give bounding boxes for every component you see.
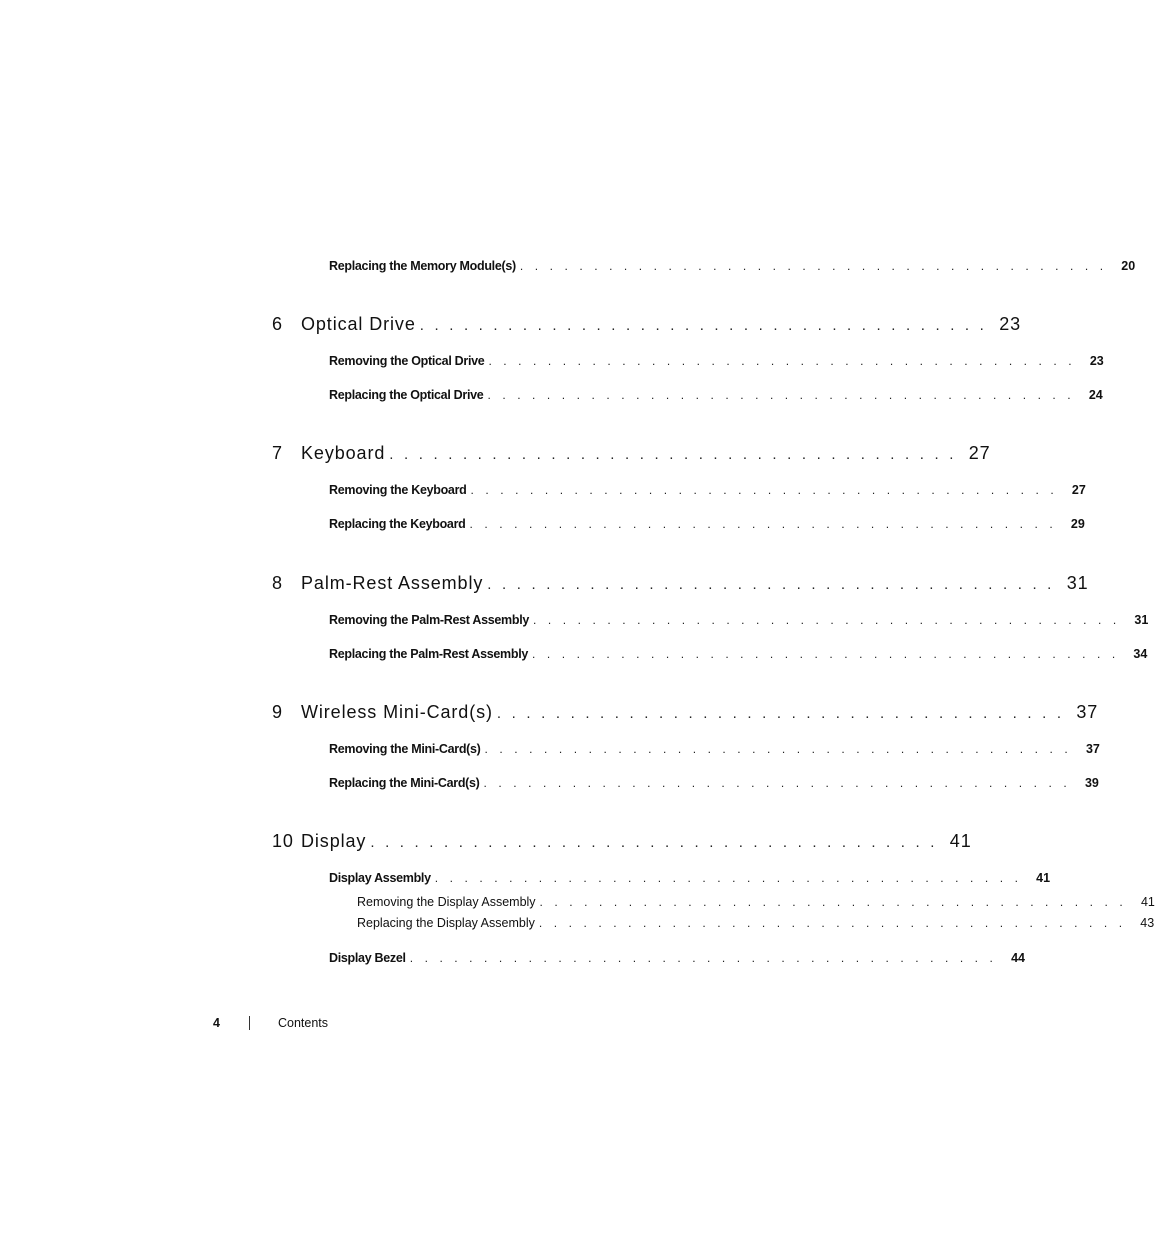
chapter-page: 41 <box>949 831 972 851</box>
toc-entry-page: 43 <box>1140 916 1155 930</box>
chapter-page: 27 <box>968 443 991 463</box>
toc-entry-page: 34 <box>1133 647 1148 661</box>
toc-entry-title: Removing the Palm-Rest Assembly <box>329 613 530 627</box>
toc-entry-removing-palm-rest[interactable] <box>329 613 1149 631</box>
toc-entry-page: 29 <box>1070 517 1085 531</box>
chapter-number: 7 <box>272 443 283 463</box>
page-footer <box>213 1016 328 1030</box>
footer-section-label: Contents <box>278 1016 329 1030</box>
toc-entry-title: Removing the Mini-Card(s) <box>329 742 481 756</box>
dot-leader: . . . . . . . . . . . . . . . . . . . . . . . . . . . . . . . . . . . . . . . . <box>532 647 1120 661</box>
chapter-title: Optical Drive <box>301 314 416 334</box>
chapter-number: 6 <box>272 314 283 334</box>
dot-leader: . . . . . . . . . . . . . . . . . . . . . . . . . . . . . . . . . . . . . . . <box>419 317 988 334</box>
dot-leader: . . . . . . . . . . . . . . . . . . . . . . . . . . . . . . . . . . . . . . . <box>370 834 938 851</box>
dot-leader: . . . . . . . . . . . . . . . . . . . . . . . . . . . . . . . . . . . . . . . . <box>469 517 1057 531</box>
dot-leader: . . . . . . . . . . . . . . . . . . . . . . . . . . . . . . . . . . . . . . . . <box>538 916 1127 930</box>
toc-chapter-palm-rest-assembly[interactable] <box>272 573 1089 597</box>
toc-entry-page: 39 <box>1084 776 1099 790</box>
toc-entry-title: Replacing the Mini-Card(s) <box>329 776 480 790</box>
dot-leader: . . . . . . . . . . . . . . . . . . . . . . . . . . . . . . . . . . . . . . . . <box>470 483 1058 497</box>
toc-entry-title: Replacing the Palm-Rest Assembly <box>329 647 529 661</box>
toc-entry-page: 20 <box>1121 259 1136 273</box>
toc-entry-title: Replacing the Optical Drive <box>329 388 484 402</box>
toc-chapter-wireless-mini-cards[interactable] <box>272 702 1099 726</box>
toc-entry-title: Display Bezel <box>329 951 406 965</box>
toc-entry-display-assembly[interactable] <box>329 871 1051 889</box>
dot-leader: . . . . . . . . . . . . . . . . . . . . . . . . . . . . . . . . . . . . . . . <box>487 576 1055 593</box>
toc-entry-title: Removing the Optical Drive <box>329 354 485 368</box>
dot-leader: . . . . . . . . . . . . . . . . . . . . . . . . . . . . . . . . . . . . . . . . <box>487 388 1075 402</box>
toc-entry-page: 23 <box>1089 354 1104 368</box>
toc-entry-page: 41 <box>1140 895 1155 909</box>
dot-leader: . . . . . . . . . . . . . . . . . . . . . . . . . . . . . . . . . . . . . . . <box>389 446 957 463</box>
toc-entry-replacing-memory-modules[interactable] <box>329 259 1136 277</box>
toc-entry-title: Replacing the Display Assembly <box>357 916 535 930</box>
dot-leader: . . . . . . . . . . . . . . . . . . . . . . . . . . . . . . . . . . . . . . . <box>496 705 1065 722</box>
footer-page-number: 4 <box>213 1016 220 1030</box>
dot-leader: . . . . . . . . . . . . . . . . . . . . . . . . . . . . . . . . . . . . . . . . <box>539 895 1127 909</box>
dot-leader: . . . . . . . . . . . . . . . . . . . . . . . . . . . . . . . . . . . . . . . . <box>533 613 1121 627</box>
chapter-title: Palm-Rest Assembly <box>301 573 484 593</box>
footer-divider <box>249 1016 250 1030</box>
toc-subentry-removing-display-assembly[interactable] <box>357 895 1155 913</box>
toc-entry-page: 27 <box>1071 483 1086 497</box>
dot-leader: . . . . . . . . . . . . . . . . . . . . . . . . . . . . . . . . . . . . . . . . <box>484 742 1072 756</box>
toc-entry-title: Replacing the Memory Module(s) <box>329 259 516 273</box>
toc-subentry-replacing-display-assembly[interactable] <box>357 916 1155 934</box>
toc-entry-removing-mini-cards[interactable] <box>329 742 1100 760</box>
toc-entry-replacing-optical-drive[interactable] <box>329 388 1103 406</box>
toc-entry-title: Display Assembly <box>329 871 431 885</box>
toc-chapter-display[interactable] <box>272 831 972 855</box>
toc-entry-replacing-mini-cards[interactable] <box>329 776 1099 794</box>
toc-chapter-optical-drive[interactable] <box>272 314 1022 338</box>
toc-entry-title: Removing the Display Assembly <box>357 895 536 909</box>
toc-entry-removing-optical-drive[interactable] <box>329 354 1104 372</box>
chapter-page: 23 <box>999 314 1022 334</box>
toc-chapter-keyboard[interactable] <box>272 443 991 467</box>
chapter-page: 31 <box>1066 573 1089 593</box>
chapter-page: 37 <box>1076 702 1099 722</box>
toc-entry-page: 44 <box>1011 951 1025 965</box>
toc-entry-title: Removing the Keyboard <box>329 483 467 497</box>
chapter-title: Keyboard <box>301 443 386 463</box>
dot-leader: . . . . . . . . . . . . . . . . . . . . . . . . . . . . . . . . . . . . . . . . <box>434 871 1023 885</box>
toc-entry-page: 37 <box>1085 742 1100 756</box>
dot-leader: . . . . . . . . . . . . . . . . . . . . . . . . . . . . . . . . . . . . . . . . <box>488 354 1076 368</box>
toc-entry-replacing-palm-rest[interactable] <box>329 647 1148 665</box>
toc-entry-page: 41 <box>1036 871 1051 885</box>
toc-entry-replacing-keyboard[interactable] <box>329 517 1085 535</box>
dot-leader: . . . . . . . . . . . . . . . . . . . . . . . . . . . . . . . . . . . . . . . . <box>409 951 997 965</box>
chapter-number: 9 <box>272 702 283 722</box>
chapter-title: Wireless Mini-Card(s) <box>301 702 493 722</box>
chapter-number: 8 <box>272 573 283 593</box>
toc-entry-removing-keyboard[interactable] <box>329 483 1086 501</box>
chapter-title: Display <box>301 831 367 851</box>
toc-entry-title: Replacing the Keyboard <box>329 517 466 531</box>
chapter-number: 10 <box>272 831 294 851</box>
toc-entry-display-bezel[interactable] <box>329 951 1025 969</box>
dot-leader: . . . . . . . . . . . . . . . . . . . . . . . . . . . . . . . . . . . . . . . . <box>519 259 1108 273</box>
dot-leader: . . . . . . . . . . . . . . . . . . . . . . . . . . . . . . . . . . . . . . . . <box>483 776 1071 790</box>
toc-entry-page: 24 <box>1088 388 1103 402</box>
toc-entry-page: 31 <box>1134 613 1149 627</box>
